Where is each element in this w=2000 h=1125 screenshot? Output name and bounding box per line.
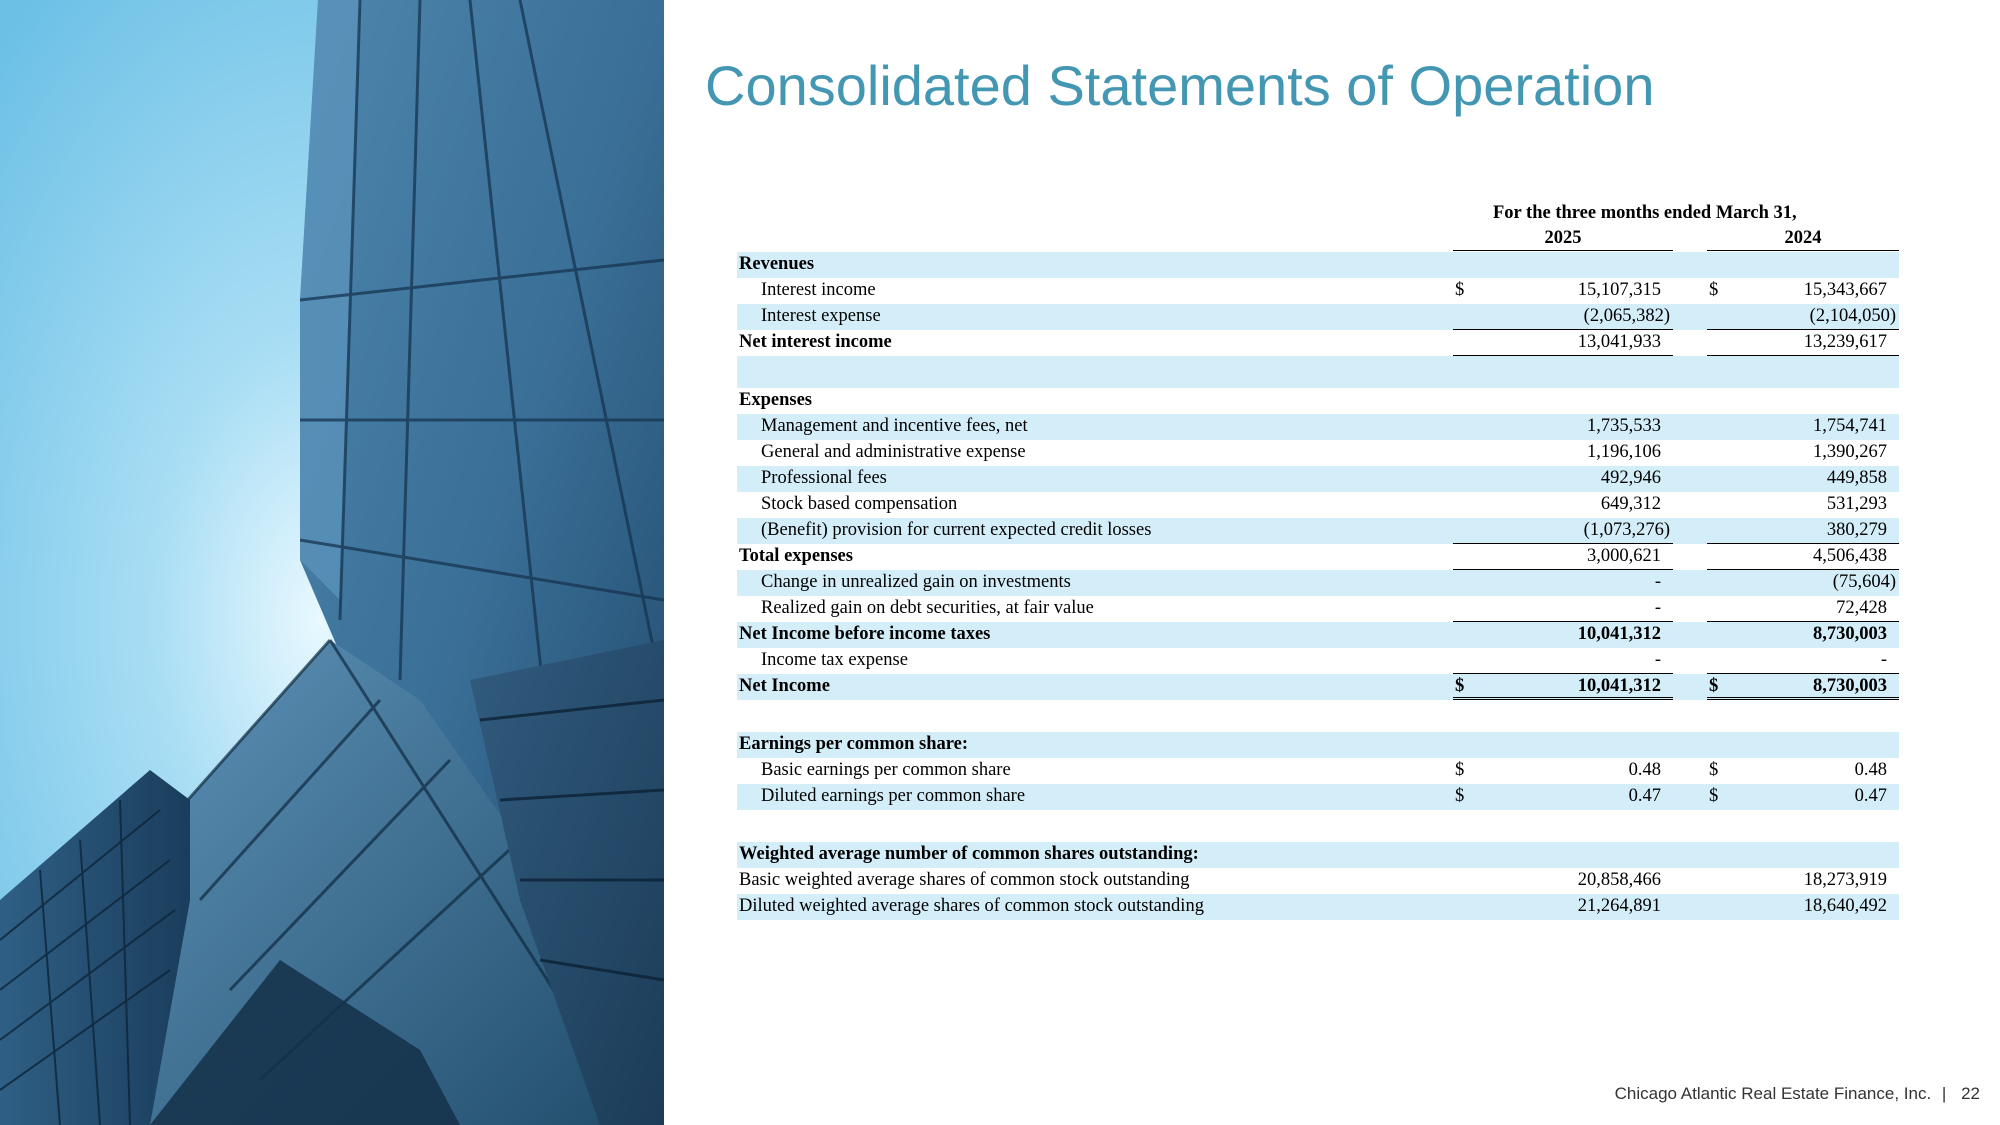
- amount: 492,946: [1600, 468, 1661, 488]
- value-cell-2025: [1453, 894, 1673, 920]
- amount: 8,730,003: [1813, 624, 1887, 644]
- row-label: Stock based compensation: [761, 494, 958, 514]
- amount: 380,279: [1826, 520, 1887, 540]
- table-row: [737, 894, 1899, 920]
- value-cell-2025: [1453, 414, 1673, 440]
- row-label: Basic earnings per common share: [761, 760, 1011, 780]
- row-label: Income tax expense: [761, 650, 908, 670]
- row-label: Professional fees: [761, 468, 887, 488]
- row-label: Earnings per common share:: [739, 734, 969, 754]
- row-label: Basic weighted average shares of common stock outstanding: [739, 870, 1190, 890]
- table-row: [737, 732, 1899, 758]
- value-cell-2024: [1707, 868, 1899, 894]
- amount: (75,604): [1832, 572, 1896, 592]
- value-cell-2025: [1453, 674, 1673, 700]
- amount: 0.48: [1854, 760, 1887, 780]
- value-cell-2025: [1453, 466, 1673, 492]
- table-row: [737, 700, 1899, 732]
- table-row: [737, 868, 1899, 894]
- row-label: (Benefit) provision for current expected credit losses: [761, 520, 1152, 540]
- currency-symbol: $: [1709, 280, 1719, 300]
- amount: 449,858: [1826, 468, 1887, 488]
- amount: 0.47: [1628, 786, 1661, 806]
- value-cell-2024: [1707, 674, 1899, 700]
- amount: 531,293: [1826, 494, 1887, 514]
- amount: 10,041,312: [1577, 624, 1661, 644]
- value-cell-2025: [1453, 622, 1673, 648]
- amount: 18,273,919: [1803, 870, 1887, 890]
- amount: 10,041,312: [1577, 676, 1661, 696]
- year-header-row: [737, 226, 1899, 252]
- table-row: [737, 784, 1899, 810]
- value-cell-2024: [1707, 492, 1899, 518]
- row-label: General and administrative expense: [761, 442, 1026, 462]
- amount: (2,065,382): [1583, 306, 1670, 326]
- amount: 18,640,492: [1803, 896, 1887, 916]
- value-cell-2025: [1453, 492, 1673, 518]
- table-row: [737, 758, 1899, 784]
- amount: 8,730,003: [1813, 676, 1887, 696]
- row-label: Interest income: [761, 280, 876, 300]
- value-cell-2024: [1707, 622, 1899, 648]
- currency-symbol: $: [1455, 676, 1465, 696]
- year-header-2025: 2025: [1453, 226, 1673, 251]
- amount: 0.47: [1854, 786, 1887, 806]
- row-label: Net Income: [739, 676, 830, 696]
- amount: 20,858,466: [1577, 870, 1661, 890]
- table-row: [737, 810, 1899, 842]
- amount: (1,073,276): [1583, 520, 1670, 540]
- amount: 649,312: [1600, 494, 1661, 514]
- amount: -: [1880, 650, 1887, 670]
- row-label: Interest expense: [761, 306, 881, 326]
- value-cell-2024: [1707, 596, 1899, 622]
- value-cell-2025: [1453, 518, 1673, 544]
- currency-symbol: $: [1709, 676, 1719, 696]
- row-label: Total expenses: [739, 546, 853, 566]
- value-cell-2024: [1707, 544, 1899, 570]
- table-row: [737, 330, 1899, 356]
- amount: 4,506,438: [1813, 546, 1887, 566]
- amount: -: [1654, 650, 1661, 670]
- table-row: [737, 622, 1899, 648]
- amount: -: [1654, 598, 1661, 618]
- period-header: For the three months ended March 31,: [1493, 203, 1797, 223]
- value-cell-2025: [1453, 868, 1673, 894]
- amount: 1,735,533: [1587, 416, 1661, 436]
- amount: 0.48: [1628, 760, 1661, 780]
- table-row: [737, 388, 1899, 414]
- value-cell-2025: [1453, 570, 1673, 596]
- row-label: Realized gain on debt securities, at fair value: [761, 598, 1094, 618]
- page-title: Consolidated Statements of Operation: [705, 54, 1655, 117]
- value-cell-2024: [1707, 330, 1899, 356]
- amount: 21,264,891: [1577, 896, 1661, 916]
- value-cell-2024: [1707, 758, 1899, 784]
- amount: 3,000,621: [1587, 546, 1661, 566]
- row-label: Change in unrealized gain on investments: [761, 572, 1071, 592]
- row-label: Expenses: [739, 390, 812, 410]
- table-row: [737, 518, 1899, 544]
- value-cell-2024: [1707, 304, 1899, 330]
- table-row: [737, 278, 1899, 304]
- amount: 1,390,267: [1813, 442, 1887, 462]
- table-row: [737, 492, 1899, 518]
- row-label: Weighted average number of common shares outstanding:: [739, 844, 1199, 864]
- table-row: [737, 414, 1899, 440]
- amount: 15,107,315: [1577, 280, 1661, 300]
- statement-rows: [737, 252, 1899, 920]
- amount: 1,196,106: [1587, 442, 1661, 462]
- value-cell-2024: [1707, 440, 1899, 466]
- table-row: [737, 648, 1899, 674]
- value-cell-2025: [1453, 596, 1673, 622]
- table-row: [737, 440, 1899, 466]
- footer: [1615, 1084, 1980, 1104]
- period-header-row: [737, 200, 1899, 226]
- currency-symbol: $: [1455, 760, 1465, 780]
- value-cell-2024: [1707, 784, 1899, 810]
- currency-symbol: $: [1455, 280, 1465, 300]
- table-row: [737, 596, 1899, 622]
- table-row: [737, 304, 1899, 330]
- table-row: [737, 570, 1899, 596]
- amount: -: [1654, 572, 1661, 592]
- table-row: [737, 252, 1899, 278]
- value-cell-2025: [1453, 304, 1673, 330]
- amount: 72,428: [1836, 598, 1887, 618]
- row-label: Net Income before income taxes: [739, 624, 991, 644]
- value-cell-2024: [1707, 648, 1899, 674]
- value-cell-2024: [1707, 570, 1899, 596]
- table-row: [737, 674, 1899, 700]
- table-row: [737, 842, 1899, 868]
- row-label: Net interest income: [739, 332, 892, 352]
- building-photo: [0, 0, 664, 1125]
- table-row: [737, 356, 1899, 388]
- amount: 1,754,741: [1813, 416, 1887, 436]
- value-cell-2024: [1707, 894, 1899, 920]
- page-number: 22: [1961, 1084, 1980, 1103]
- value-cell-2024: [1707, 414, 1899, 440]
- currency-symbol: $: [1709, 760, 1719, 780]
- currency-symbol: $: [1455, 786, 1465, 806]
- footer-separator: |: [1941, 1084, 1947, 1103]
- amount: 15,343,667: [1803, 280, 1887, 300]
- row-label: Management and incentive fees, net: [761, 416, 1028, 436]
- value-cell-2024: [1707, 518, 1899, 544]
- value-cell-2025: [1453, 758, 1673, 784]
- amount: (2,104,050): [1809, 306, 1896, 326]
- table-row: [737, 544, 1899, 570]
- value-cell-2025: [1453, 648, 1673, 674]
- value-cell-2024: [1707, 278, 1899, 304]
- row-label: Diluted earnings per common share: [761, 786, 1026, 806]
- value-cell-2024: [1707, 466, 1899, 492]
- row-label: Revenues: [739, 254, 815, 274]
- value-cell-2025: [1453, 440, 1673, 466]
- statement-table: [737, 200, 1899, 920]
- row-label: Diluted weighted average shares of common stock outstanding: [739, 896, 1204, 916]
- table-row: [737, 466, 1899, 492]
- value-cell-2025: [1453, 278, 1673, 304]
- footer-company: Chicago Atlantic Real Estate Finance, Inc.: [1614, 1084, 1932, 1103]
- year-header-2024: 2024: [1707, 226, 1899, 251]
- value-cell-2025: [1453, 330, 1673, 356]
- value-cell-2025: [1453, 784, 1673, 810]
- amount: 13,239,617: [1803, 332, 1887, 352]
- currency-symbol: $: [1709, 786, 1719, 806]
- value-cell-2025: [1453, 544, 1673, 570]
- amount: 13,041,933: [1577, 332, 1661, 352]
